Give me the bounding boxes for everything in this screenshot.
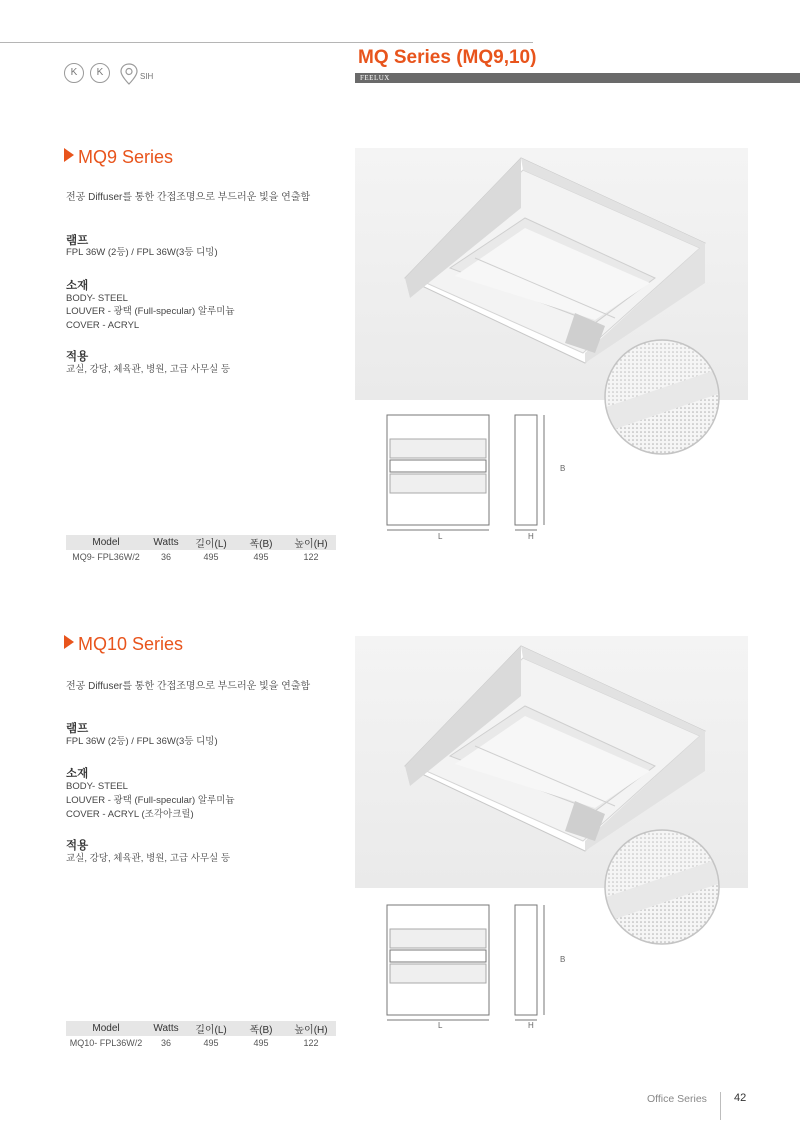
material-heading: 소재	[66, 280, 89, 292]
col-length: 길이(L)	[186, 1021, 236, 1036]
triangle-bullet-icon	[64, 148, 74, 162]
material-cover: COVER - ACRYL	[66, 320, 140, 331]
section-description: 전공 Diffuser를 통한 간접조명으로 부드러운 빛을 연출함	[66, 192, 311, 203]
triangle-bullet-icon	[64, 635, 74, 649]
table-row	[66, 1036, 336, 1050]
cell-model: MQ10- FPL36W/2	[69, 1038, 143, 1048]
dim-label-h: H	[528, 532, 534, 541]
detail-zoom-mq9	[603, 338, 721, 456]
material-body: BODY- STEEL	[66, 781, 128, 792]
footer-label: Office Series	[647, 1093, 707, 1105]
table-header-row	[66, 535, 336, 550]
dim-label-l: L	[438, 532, 443, 541]
material-louver: LOUVER - 광택 (Full-specular) 알루미늄	[66, 795, 235, 806]
table-header-row	[66, 1021, 336, 1036]
spec-table-mq9	[66, 535, 336, 564]
col-watts: Watts	[146, 535, 186, 550]
cell-model: MQ9- FPL36W/2	[72, 552, 140, 562]
col-height: 높이(H)	[286, 535, 336, 550]
cell-width: 495	[253, 1038, 269, 1048]
material-heading: 소재	[66, 768, 89, 780]
col-width: 폭(B)	[236, 535, 286, 550]
cell-watts: 36	[160, 1038, 171, 1048]
kc-mark-icon: K	[64, 63, 84, 83]
footer-divider	[720, 1092, 721, 1120]
brand-bar	[355, 73, 800, 83]
detail-zoom-mq10	[603, 828, 721, 946]
col-model: Model	[66, 1021, 146, 1036]
cell-width: 495	[253, 552, 269, 562]
lamp-spec: FPL 36W (2등) / FPL 36W(3등 디밍)	[66, 247, 218, 258]
lamp-heading: 램프	[66, 723, 89, 735]
section-description: 전공 Diffuser를 통한 간접조명으로 부드러운 빛을 연출함	[66, 681, 311, 692]
material-body: BODY- STEEL	[66, 293, 128, 304]
spec-table-mq10	[66, 1021, 336, 1050]
section-title-mq9: MQ9 Series	[64, 147, 173, 168]
table-row	[66, 550, 336, 564]
use-heading: 적용	[66, 351, 89, 363]
page-number: 42	[734, 1092, 747, 1104]
dim-label-l: L	[438, 1021, 443, 1030]
dim-label-b: B	[560, 464, 566, 473]
cell-height: 122	[303, 1038, 319, 1048]
page-title: MQ Series (MQ9,10)	[358, 47, 537, 68]
dim-label-h: H	[528, 1021, 534, 1030]
cell-length: 495	[203, 1038, 219, 1048]
dimension-drawing-mq9	[382, 410, 582, 545]
col-width: 폭(B)	[236, 1021, 286, 1036]
col-length: 길이(L)	[186, 535, 236, 550]
dimension-drawing-mq10	[382, 900, 582, 1035]
col-watts: Watts	[146, 1021, 186, 1036]
brand-logo: FEELUX	[360, 74, 390, 82]
material-louver: LOUVER - 광택 (Full-specular) 알루미늄	[66, 306, 235, 317]
material-cover: COVER - ACRYL (조각아크릴)	[66, 809, 194, 820]
use-list: 교실, 강당, 체육관, 병원, 고급 사무실 등	[66, 853, 231, 864]
use-list: 교실, 강당, 체육관, 병원, 고급 사무실 등	[66, 364, 231, 375]
sih-mark-label: SIH	[140, 72, 154, 81]
use-heading: 적용	[66, 840, 89, 852]
section-title-mq10: MQ10 Series	[64, 634, 183, 655]
cell-height: 122	[303, 552, 319, 562]
cell-length: 495	[203, 552, 219, 562]
k-mark-icon: K	[90, 63, 110, 83]
cell-watts: 36	[160, 552, 171, 562]
sih-mark-icon	[120, 63, 138, 85]
lamp-heading: 램프	[66, 235, 89, 247]
header-rule	[0, 42, 533, 43]
col-model: Model	[66, 535, 146, 550]
col-height: 높이(H)	[286, 1021, 336, 1036]
lamp-spec: FPL 36W (2등) / FPL 36W(3등 디밍)	[66, 736, 218, 747]
dim-label-b: B	[560, 955, 566, 964]
